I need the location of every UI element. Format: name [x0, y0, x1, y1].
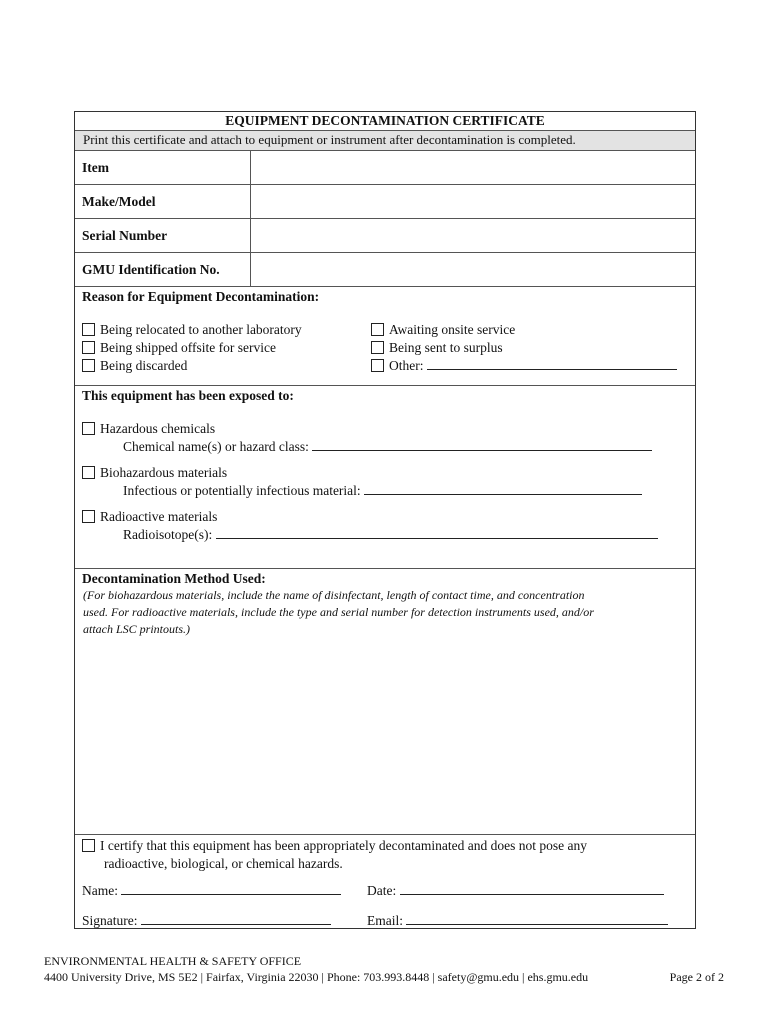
date-group	[367, 882, 664, 900]
relocated-checkbox[interactable]	[82, 323, 95, 336]
infectious-material-label: Infectious or potentially infectious material:	[123, 483, 361, 498]
chemical-name-input[interactable]	[312, 438, 652, 451]
radioisotope-input[interactable]	[216, 526, 658, 539]
serial-number-row	[75, 219, 695, 253]
reason-left-column	[82, 321, 302, 375]
surplus-label: Being sent to surplus	[389, 340, 503, 355]
item-row	[75, 151, 695, 185]
other-input[interactable]	[427, 357, 677, 370]
radioisotope-label: Radioisotope(s):	[123, 527, 213, 542]
serial-number-field[interactable]	[251, 219, 695, 252]
item-field[interactable]	[251, 151, 695, 184]
shipped-label: Being shipped offsite for service	[100, 340, 276, 355]
footer	[44, 953, 724, 985]
reason-heading: Reason for Equipment Decontamination:	[82, 289, 320, 304]
signature-label: Signature:	[82, 913, 138, 928]
form-title: EQUIPMENT DECONTAMINATION CERTIFICATE	[75, 112, 695, 131]
serial-number-label: Serial Number	[75, 219, 251, 252]
name-input[interactable]	[121, 882, 341, 895]
certify-checkbox[interactable]	[82, 839, 95, 852]
discarded-checkbox[interactable]	[82, 359, 95, 372]
surplus-checkbox[interactable]	[371, 341, 384, 354]
infectious-material-input[interactable]	[364, 482, 642, 495]
signature-group	[82, 912, 331, 930]
exposure-heading: This equipment has been exposed to:	[82, 388, 294, 403]
certify-line-2: radioactive, biological, or chemical hazards.	[104, 856, 343, 871]
item-label: Item	[75, 151, 251, 184]
make-model-label: Make/Model	[75, 185, 251, 218]
hazardous-chemicals-checkbox[interactable]	[82, 422, 95, 435]
radioactive-group	[82, 508, 658, 544]
biohazardous-group	[82, 464, 642, 500]
make-model-row	[75, 185, 695, 219]
method-note-line-2: used. For radioactive materials, include the type and serial number for detection instruments used, and/or	[83, 605, 594, 619]
onsite-service-label: Awaiting onsite service	[389, 322, 516, 337]
name-label: Name:	[82, 883, 118, 898]
exposure-section	[75, 386, 695, 569]
hazardous-chemicals-label: Hazardous chemicals	[100, 421, 216, 436]
discarded-label: Being discarded	[100, 358, 188, 373]
email-label: Email:	[367, 913, 403, 928]
certificate-form	[74, 111, 696, 929]
signature-input[interactable]	[141, 912, 331, 925]
email-input[interactable]	[406, 912, 668, 925]
onsite-service-checkbox[interactable]	[371, 323, 384, 336]
certify-line-1: I certify that this equipment has been appropriately decontaminated and does not pose any	[100, 838, 587, 853]
reason-right-column	[371, 321, 677, 375]
date-label: Date:	[367, 883, 397, 898]
hazardous-chemicals-group	[82, 420, 652, 456]
gmu-id-field[interactable]	[251, 253, 695, 286]
other-label: Other:	[389, 358, 424, 373]
radioactive-label: Radioactive materials	[100, 509, 218, 524]
method-section	[75, 569, 695, 835]
page-number: Page 2 of 2	[669, 970, 724, 984]
method-note-line-1: (For biohazardous materials, include the name of disinfectant, length of contact time, and concentration	[83, 588, 585, 602]
method-input-area[interactable]	[75, 638, 695, 818]
chemical-name-label: Chemical name(s) or hazard class:	[123, 439, 309, 454]
reason-section	[75, 287, 695, 386]
email-group	[367, 912, 668, 930]
shipped-checkbox[interactable]	[82, 341, 95, 354]
certify-statement	[82, 837, 587, 873]
radioactive-checkbox[interactable]	[82, 510, 95, 523]
method-heading: Decontamination Method Used:	[82, 571, 266, 586]
gmu-id-label: GMU Identification No.	[75, 253, 251, 286]
gmu-id-row	[75, 253, 695, 287]
other-checkbox[interactable]	[371, 359, 384, 372]
relocated-label: Being relocated to another laboratory	[100, 322, 302, 337]
footer-address: 4400 University Drive, MS 5E2 | Fairfax, Virginia 22030 | Phone: 703.993.8448 | safety@gmu.edu | ehs.gmu.edu	[44, 970, 589, 984]
biohazardous-label: Biohazardous materials	[100, 465, 228, 480]
date-input[interactable]	[400, 882, 664, 895]
biohazardous-checkbox[interactable]	[82, 466, 95, 479]
form-instructions: Print this certificate and attach to equipment or instrument after decontamination is completed.	[75, 131, 695, 151]
footer-office: ENVIRONMENTAL HEALTH & SAFETY OFFICE	[44, 954, 302, 968]
name-group	[82, 882, 341, 900]
method-note-line-3: attach LSC printouts.)	[83, 622, 191, 636]
make-model-field[interactable]	[251, 185, 695, 218]
certify-section	[75, 835, 695, 931]
